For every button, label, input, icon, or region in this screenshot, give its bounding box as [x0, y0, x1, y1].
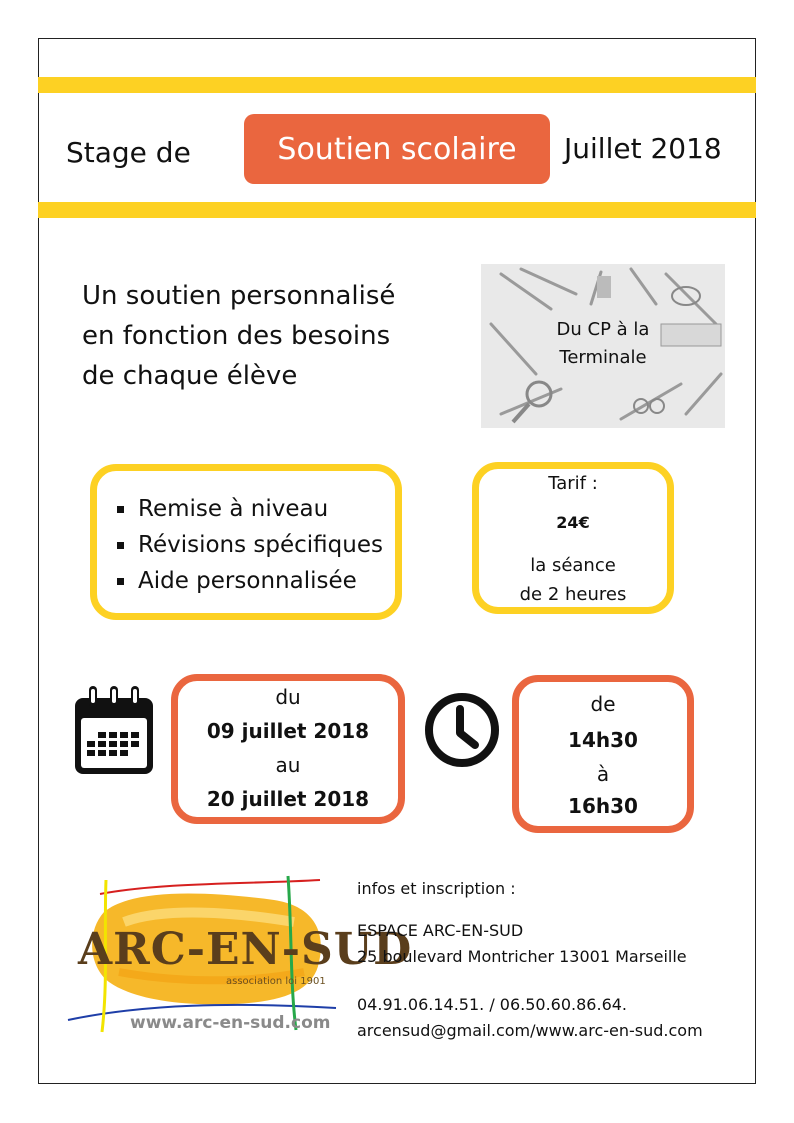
contact-email-web[interactable]: arcensud@gmail.com/www.arc-en-sud.com	[357, 1021, 703, 1040]
hours-box	[512, 675, 694, 833]
service-item: Aide personnalisée	[117, 563, 383, 599]
levels-caption: Du CP à la Terminale	[556, 319, 650, 368]
hours-to-label: à	[596, 762, 610, 786]
logo-subtitle: association loi 1901	[226, 976, 326, 987]
contact-title: infos et inscription :	[357, 879, 516, 898]
services-list	[117, 491, 383, 599]
contact-org: ESPACE ARC-EN-SUD	[357, 921, 524, 940]
price-label: Tarif :	[548, 473, 598, 494]
intro-text: Un soutien personnalisé en fonction des besoins de chaque élève	[82, 281, 396, 391]
dates-from: 09 juillet 2018	[206, 719, 370, 743]
dates-to: 20 juillet 2018	[206, 787, 370, 811]
hours-from-label: de	[590, 692, 616, 716]
arc-en-sud-logo	[64, 872, 413, 1040]
service-item: Remise à niveau	[117, 491, 383, 527]
hours-to: 16h30	[568, 794, 638, 818]
clock-icon	[423, 691, 501, 773]
hours-from: 14h30	[568, 728, 638, 752]
top-yellow-bar	[38, 77, 756, 93]
contact-phones: 04.91.06.14.51. / 06.50.60.86.64.	[357, 995, 628, 1014]
contact-address: 25 boulevard Montricher 13001 Marseille	[357, 947, 687, 966]
school-supplies-photo	[481, 264, 725, 428]
price-amount: 24€	[556, 513, 590, 532]
dates-from-label: du	[275, 685, 301, 709]
price-box	[472, 462, 674, 614]
header-date: Juillet 2018	[564, 132, 722, 165]
logo-name: ARC-EN-SUD	[78, 924, 413, 975]
price-unit: la séance de 2 heures	[519, 555, 627, 605]
header-prefix: Stage de	[66, 136, 191, 169]
services-box	[90, 464, 402, 620]
dates-box	[171, 674, 405, 824]
dates-to-label: au	[275, 753, 301, 777]
header-highlight: Soutien scolaire	[244, 114, 550, 184]
logo-website: www.arc-en-sud.com	[130, 1013, 331, 1033]
service-item: Révisions spécifiques	[117, 527, 383, 563]
calendar-icon	[72, 684, 156, 782]
bottom-yellow-bar	[38, 202, 756, 218]
